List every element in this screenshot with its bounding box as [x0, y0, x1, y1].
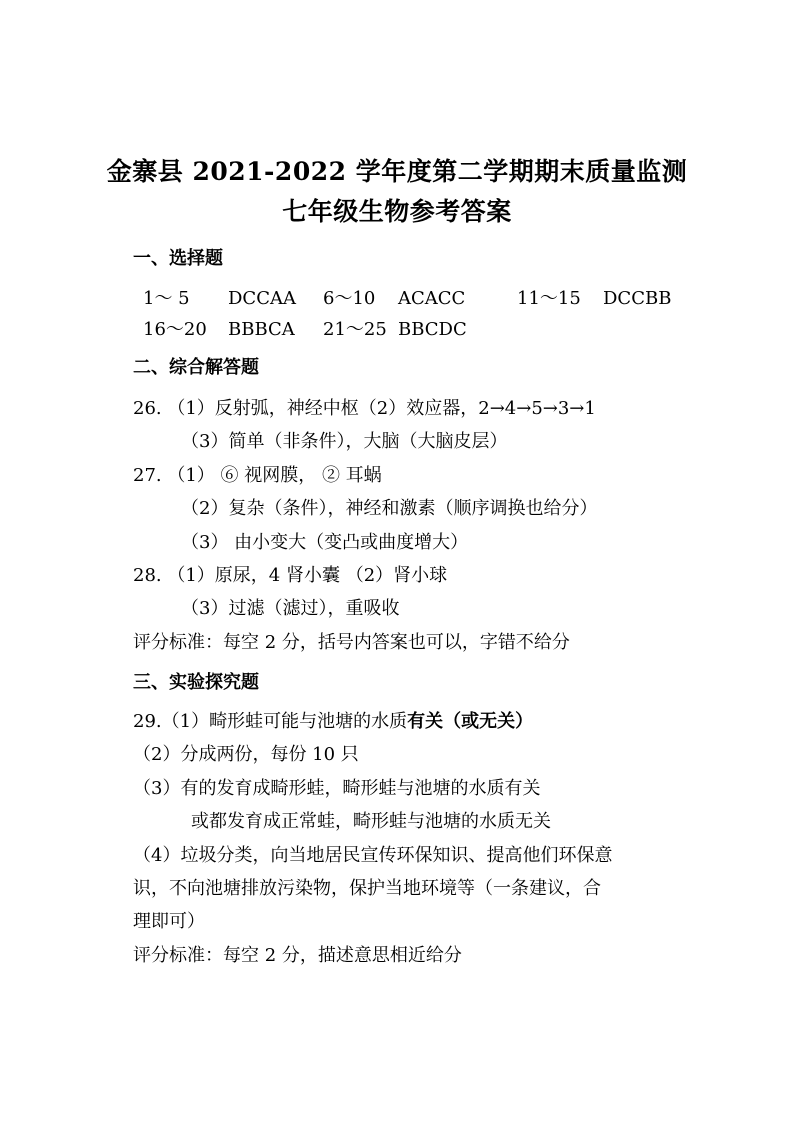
- answer-line: （2）分成两份，每份 10 只: [133, 744, 359, 765]
- choice-answers: BBCDC: [398, 319, 467, 340]
- document-title: 金寨县 2021-2022 学年度第二学期期末质量监测: [106, 157, 688, 186]
- answer-line: 理即可）: [133, 911, 205, 932]
- answer-line: 27. （1） ⑥ 视网膜， ② 耳蜗: [133, 465, 382, 486]
- document-subtitle: 七年级生物参考答案: [282, 197, 512, 226]
- answer-line: 或都发育成正常蛙，畸形蛙与池塘的水质无关: [191, 811, 551, 832]
- choice-range: 11～15: [517, 288, 581, 309]
- answer-line: （4）垃圾分类，向当地居民宣传环保知识、提高他们环保意: [133, 845, 613, 866]
- choice-range: 16～20: [143, 319, 207, 340]
- q29-text: 29.（1）畸形蛙可能与池塘的水质: [133, 711, 408, 732]
- section-heading-choice: 一、选择题: [133, 248, 223, 269]
- answer-line: （3） 由小变大（变凸或曲度增大）: [181, 532, 469, 553]
- choice-range: 21～25: [323, 319, 387, 340]
- answer-line: （3）过滤（滤过），重吸收: [181, 598, 400, 619]
- choice-answers: DCCBB: [603, 288, 672, 309]
- answer-line: 26. （1）反射弧，神经中枢（2）效应器，2→4→5→3→1: [133, 398, 596, 419]
- section-heading-experiment: 三、实验探究题: [133, 672, 259, 693]
- answer-line: 28. （1）原尿，4 肾小囊 （2）肾小球: [133, 565, 448, 586]
- choice-answers: ACACC: [398, 288, 466, 309]
- section-heading-comprehensive: 二、综合解答题: [133, 357, 259, 378]
- answer-line: 识，不向池塘排放污染物，保护当地环境等（一条建议，合: [133, 878, 601, 899]
- scoring-note: 评分标准：每空 2 分，描述意思相近给分: [133, 945, 462, 966]
- q29-bold-text: 有关（或无关）: [407, 711, 534, 732]
- choice-answers: DCCAA: [228, 288, 296, 309]
- choice-answers: BBBCA: [228, 319, 295, 340]
- choice-range: 6～10: [323, 288, 376, 309]
- scoring-note: 评分标准：每空 2 分，括号内答案也可以，字错不给分: [133, 632, 570, 653]
- choice-range: 1～ 5: [143, 288, 190, 309]
- answer-line: （3）简单（非条件），大脑（大脑皮层）: [181, 431, 508, 452]
- answer-line: （2）复杂（条件），神经和激素（顺序调换也给分）: [181, 498, 598, 519]
- answer-line: （3）有的发育成畸形蛙，畸形蛙与池塘的水质有关: [133, 778, 541, 799]
- answer-line-q29: [133, 710, 533, 734]
